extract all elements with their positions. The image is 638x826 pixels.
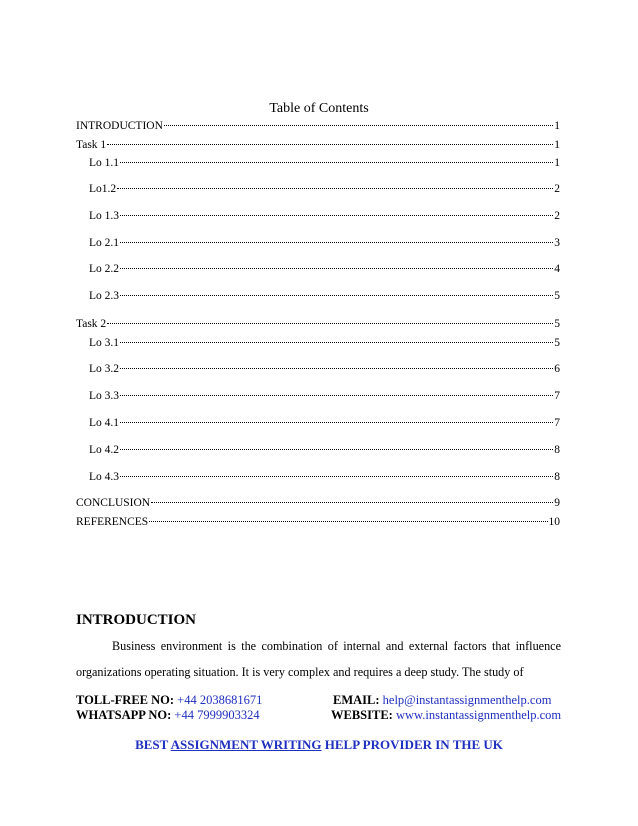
- toc-entry[interactable]: [76, 337, 560, 352]
- toc-entry[interactable]: [76, 417, 560, 432]
- toc-page-number: 2: [554, 183, 560, 195]
- toc-dot-leader: [120, 215, 553, 216]
- toc-entry[interactable]: [76, 363, 560, 378]
- toc-entry-label: REFERENCES: [76, 516, 149, 528]
- website-link[interactable]: www.instantassignmenthelp.com: [395, 708, 562, 722]
- toc-entry[interactable]: [76, 318, 560, 333]
- toc-page-number: 3: [554, 237, 560, 249]
- toc-dot-leader: [164, 125, 553, 126]
- toc-page-number: 9: [554, 497, 560, 509]
- toc-dot-leader: [151, 502, 553, 503]
- toc-page-number: 2: [554, 210, 560, 222]
- toc-entry-label: INTRODUCTION: [76, 120, 163, 132]
- toc-dot-leader: [120, 368, 553, 369]
- toc-dot-leader: [107, 144, 553, 145]
- toc-dot-leader: [120, 162, 553, 163]
- toc-entry[interactable]: [76, 183, 560, 198]
- website-label: WEBSITE:: [331, 708, 393, 722]
- introduction-paragraph: Business environment is the combination of internal and external factors that influence organizations operating situation. It is very complex and requires a deep study. The study of: [76, 639, 561, 679]
- toc-entry-label: Lo 4.1: [89, 417, 120, 429]
- toc-dot-leader: [120, 342, 553, 343]
- toc-page-number: 8: [554, 471, 560, 483]
- toc-dot-leader: [120, 242, 553, 243]
- whatsapp-number[interactable]: +44 7999903324: [174, 708, 260, 722]
- toc-dot-leader: [120, 449, 553, 450]
- toc-entry[interactable]: [76, 390, 560, 405]
- tagline: [0, 737, 638, 753]
- toc-page-number: 4: [554, 263, 560, 275]
- toc-dot-leader: [120, 295, 553, 296]
- tagline-underlined: ASSIGNMENT WRITING: [170, 737, 322, 752]
- toc-dot-leader: [120, 268, 553, 269]
- toc-entry[interactable]: [76, 139, 560, 154]
- email-link[interactable]: help@instantassignmenthelp.com: [382, 693, 552, 707]
- tollfree-number[interactable]: +44 2038681671: [177, 693, 263, 707]
- toc-page-number: 5: [554, 337, 560, 349]
- toc-entry[interactable]: [76, 120, 560, 135]
- toc-entry[interactable]: [76, 516, 560, 531]
- toc-title: Table of Contents: [269, 101, 369, 116]
- toc-entry-label: Lo 2.1: [89, 237, 120, 249]
- toc-page-number: 5: [554, 290, 560, 302]
- toc-page-number: 1: [554, 157, 560, 169]
- tagline-prefix: BEST: [135, 737, 171, 752]
- toc-dot-leader: [149, 521, 547, 522]
- toc-dot-leader: [107, 323, 553, 324]
- toc-entry-label: Lo 4.2: [89, 444, 120, 456]
- toc-entry-label: Lo 1.3: [89, 210, 120, 222]
- toc-entry-label: Lo 2.3: [89, 290, 120, 302]
- toc-entry[interactable]: [76, 157, 560, 172]
- toc-page-number: 10: [548, 516, 560, 528]
- toc-entry-label: Lo 3.2: [89, 363, 120, 375]
- toc-page-number: 5: [554, 318, 560, 330]
- toc-entry-label: Lo 3.3: [89, 390, 120, 402]
- toc-entry[interactable]: [76, 471, 560, 486]
- toc-entry-label: Lo 4.3: [89, 471, 120, 483]
- tollfree-label: TOLL-FREE NO:: [76, 693, 175, 707]
- toc-page-number: 7: [554, 417, 560, 429]
- toc-entry-label: CONCLUSION: [76, 497, 151, 509]
- toc-entry[interactable]: [76, 237, 560, 252]
- toc-dot-leader: [120, 476, 553, 477]
- toc-entry[interactable]: [76, 290, 560, 305]
- toc-dot-leader: [120, 422, 553, 423]
- whatsapp-label: WHATSAPP NO:: [76, 708, 172, 722]
- toc-entry-label: Lo 1.1: [89, 157, 120, 169]
- toc-entry-label: Lo 2.2: [89, 263, 120, 275]
- introduction-heading: INTRODUCTION: [76, 612, 197, 628]
- toc-dot-leader: [117, 188, 553, 189]
- toc-dot-leader: [120, 395, 553, 396]
- toc-entry-label: Task 1: [76, 139, 107, 151]
- toc-entry[interactable]: [76, 497, 560, 512]
- tagline-suffix: HELP PROVIDER IN THE UK: [321, 737, 503, 752]
- toc-page-number: 6: [554, 363, 560, 375]
- toc-entry[interactable]: [76, 444, 560, 459]
- toc-entry[interactable]: [76, 263, 560, 278]
- toc-entry[interactable]: [76, 210, 560, 225]
- toc-page-number: 1: [554, 120, 560, 132]
- toc-page-number: 1: [554, 139, 560, 151]
- toc-entry-label: Lo 3.1: [89, 337, 120, 349]
- toc-entry-label: Task 2: [76, 318, 107, 330]
- footer-row-1: [76, 693, 562, 709]
- toc-entry-label: Lo1.2: [89, 183, 117, 195]
- toc-page-number: 8: [554, 444, 560, 456]
- email-label: EMAIL:: [333, 693, 380, 707]
- toc-page-number: 7: [554, 390, 560, 402]
- footer-row-2: [76, 708, 562, 724]
